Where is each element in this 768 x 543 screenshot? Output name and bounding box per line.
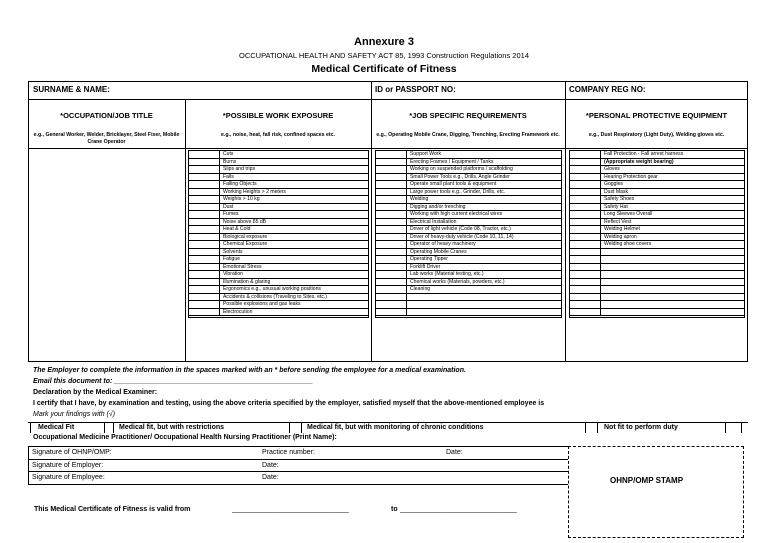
list-item[interactable]: Cuts [189, 151, 368, 159]
list-item[interactable]: Heat & Cold [189, 226, 368, 234]
certify-text: I certify that I have, by examination and testing, using the above criteria specified by the employer, satisfied myself that the above-mentioned employee is [33, 400, 545, 407]
list-item[interactable]: Falling Objects [189, 181, 368, 189]
list-item[interactable]: Driver of heavy-duty vehicle (Code 10, 11, 14) [376, 234, 561, 242]
findings-top-line [28, 422, 748, 423]
checkbox-cell[interactable] [406, 219, 407, 226]
annexure-title: Annexure 3 [354, 36, 414, 48]
list-item[interactable]: Fumes [189, 211, 368, 219]
list-item[interactable]: Weights > 10 kg [189, 196, 368, 204]
checkbox-cell[interactable] [219, 204, 220, 211]
list-item[interactable]: Welding Helmet [570, 226, 744, 234]
sig-top-line [28, 446, 568, 447]
declaration-title: Declaration by the Medical Examiner: [33, 389, 158, 396]
list-item[interactable] [570, 294, 744, 302]
list-item[interactable]: Slips and trips [189, 166, 368, 174]
list-item[interactable]: Reflect Vest [570, 219, 744, 227]
checkbox-cell[interactable] [406, 166, 407, 173]
finding-monitoring-checkbox[interactable] [585, 422, 586, 433]
list-item[interactable]: Electrocution [189, 309, 368, 317]
ppe-example: e.g., Dust Respiratory (Light Duty), Welding gloves etc. [588, 132, 725, 138]
date-label-3[interactable]: Date: [262, 474, 279, 481]
list-item[interactable]: Chemical Exposure [189, 241, 368, 249]
list-item[interactable]: Erecting Frames / Equipment / Tanks [376, 159, 561, 167]
list-item[interactable]: Goggles [570, 181, 744, 189]
checkbox-cell[interactable] [600, 166, 601, 173]
list-item[interactable]: Operator of heavy machinery [376, 241, 561, 249]
list-item[interactable]: (Appropriate weight bearing) [570, 159, 744, 167]
checkbox-cell[interactable] [219, 151, 220, 158]
list-item[interactable] [570, 301, 744, 309]
checkbox-cell[interactable] [219, 309, 220, 316]
checkbox-cell[interactable] [219, 159, 220, 166]
checkbox-cell[interactable] [406, 181, 407, 188]
checkbox-cell[interactable] [406, 174, 407, 181]
checkbox-cell[interactable] [406, 211, 407, 218]
sig-line-2 [28, 459, 568, 460]
checkbox-cell[interactable] [219, 256, 220, 263]
checkbox-cell[interactable] [406, 301, 407, 308]
checkbox-cell[interactable] [600, 301, 601, 308]
checkbox-cell[interactable] [219, 219, 220, 226]
findings-right [741, 422, 742, 433]
list-item[interactable]: Vibration [189, 271, 368, 279]
checkbox-cell[interactable] [219, 189, 220, 196]
list-item[interactable]: Large power tools e.g., Grinder, Drills, etc. [376, 189, 561, 197]
valid-from-field[interactable]: ______________________________ [232, 506, 349, 513]
list-item[interactable]: Fall Protection - Fall arrest harness [570, 151, 744, 159]
checkbox-cell[interactable] [600, 241, 601, 248]
list-item[interactable]: Working on suspended platforms / scaffolding [376, 166, 561, 174]
checkbox-cell[interactable] [600, 271, 601, 278]
list-item[interactable] [376, 309, 561, 317]
checkbox-cell[interactable] [406, 256, 407, 263]
list-item[interactable] [570, 286, 744, 294]
list-item[interactable]: Falls [189, 174, 368, 182]
list-item[interactable]: Fatigue [189, 256, 368, 264]
list-item[interactable]: Cleaning [376, 286, 561, 294]
checkbox-cell[interactable] [600, 174, 601, 181]
checkbox-cell[interactable] [219, 264, 220, 271]
checkbox-cell[interactable] [219, 181, 220, 188]
checkbox-cell[interactable] [600, 204, 601, 211]
list-item[interactable] [570, 271, 744, 279]
list-item[interactable]: Dust Mask [570, 189, 744, 197]
stamp-label: OHNP/OMP STAMP [610, 476, 684, 485]
checkbox-cell[interactable] [600, 211, 601, 218]
list-item[interactable]: Working Heights > 2 meters [189, 189, 368, 197]
list-item[interactable]: Safety Hat [570, 204, 744, 212]
checkbox-cell[interactable] [406, 234, 407, 241]
valid-to-field[interactable]: ______________________________ [400, 506, 517, 513]
list-item[interactable]: Electrical Installation [376, 219, 561, 227]
checkbox-cell[interactable] [406, 264, 407, 271]
list-item[interactable]: Solvents [189, 249, 368, 257]
checkbox-cell[interactable] [219, 271, 220, 278]
checkbox-cell[interactable] [406, 271, 407, 278]
checkbox-cell[interactable] [406, 294, 407, 301]
validity-to: to [391, 506, 398, 513]
list-item[interactable]: Illumination & glaring [189, 279, 368, 287]
checkbox-cell[interactable] [600, 226, 601, 233]
checkbox-cell[interactable] [406, 279, 407, 286]
list-item[interactable]: Forklift Driver [376, 264, 561, 272]
checkbox-cell[interactable] [406, 226, 407, 233]
sig-line-4 [28, 484, 568, 485]
checkbox-cell[interactable] [600, 294, 601, 301]
finding-medical-fit: Medical Fit [38, 424, 75, 431]
checkbox-cell[interactable] [600, 256, 601, 263]
checkbox-cell[interactable] [219, 249, 220, 256]
list-item[interactable] [376, 301, 561, 309]
checkbox-cell[interactable] [406, 159, 407, 166]
list-item[interactable]: Operating Tipper [376, 256, 561, 264]
exposure-list [188, 150, 369, 318]
list-item[interactable]: Possible explosions and gas leaks [189, 301, 368, 309]
list-item[interactable]: Working with high current electrical wires [376, 211, 561, 219]
checkbox-cell[interactable] [219, 279, 220, 286]
checkbox-cell[interactable] [219, 241, 220, 248]
list-item[interactable]: Operating Mobile Cranes [376, 249, 561, 257]
checkbox-cell[interactable] [600, 219, 601, 226]
list-item[interactable]: Small Power Tools e.g., Drills, Angle Grinder [376, 174, 561, 182]
list-item[interactable] [570, 264, 744, 272]
finding-restrictions-checkbox[interactable] [289, 422, 290, 433]
checkbox-cell[interactable] [219, 166, 220, 173]
job-requirements-list [375, 150, 562, 318]
list-item[interactable]: Lab works (Material testing, etc.) [376, 271, 561, 279]
id-passport-label: ID or PASSPORT NO: [375, 85, 456, 94]
checkbox-cell[interactable] [219, 196, 220, 203]
checkbox-cell[interactable] [600, 151, 601, 158]
occupation-example: e.g., General Worker, Welder, Bricklayer, Steel Fixer, Mobile Crane Operator [33, 132, 180, 146]
checkbox-cell[interactable] [600, 264, 601, 271]
surname-label: SURNAME & NAME: [33, 85, 110, 94]
checkbox-cell[interactable] [219, 226, 220, 233]
checkbox-cell[interactable] [219, 301, 220, 308]
list-item[interactable]: Hearing Protection gear [570, 174, 744, 182]
list-item[interactable]: Noise above 85 dB [189, 219, 368, 227]
list-item[interactable]: Support Work [376, 151, 561, 159]
checkbox-cell[interactable] [219, 286, 220, 293]
checkbox-cell[interactable] [600, 196, 601, 203]
list-item[interactable] [376, 294, 561, 302]
stamp-box [568, 446, 744, 538]
exposure-example: e.g., noise, heat, fall risk, confined spaces etc. [221, 132, 335, 138]
list-item[interactable] [570, 249, 744, 257]
list-item[interactable]: Accidents & collisions (Traveling to Sites, etc.) [189, 294, 368, 302]
list-item[interactable]: Gloves [570, 166, 744, 174]
mark-findings-note: Mark your findings with (√) [33, 411, 116, 418]
finding-sep-3 [597, 422, 598, 433]
finding-sep-2 [301, 422, 302, 433]
list-item[interactable]: Long Sleeves Overall [570, 211, 744, 219]
list-item[interactable] [570, 279, 744, 287]
list-item[interactable]: Ergonomics e.g., unusual working positions [189, 286, 368, 294]
company-reg-label: COMPANY REG NO: [569, 85, 646, 94]
checkbox-cell[interactable] [219, 294, 220, 301]
checkbox-cell[interactable] [600, 189, 601, 196]
id-divider-1 [371, 81, 372, 362]
job-req-example: e.g., Operating Mobile Crane, Digging, Trenching, Erecting Framework etc. [376, 132, 560, 138]
list-item[interactable]: Welding apron [570, 234, 744, 242]
ppe-heading: *PERSONAL PROTECTIVE EQUIPMENT [585, 111, 728, 120]
date-label-1[interactable]: Date: [446, 449, 463, 456]
finding-fit-restrictions: Medical fit, but with restrictions [119, 424, 225, 431]
checkbox-cell[interactable] [219, 174, 220, 181]
list-item[interactable]: Emotional Stress [189, 264, 368, 272]
checkbox-cell[interactable] [600, 249, 601, 256]
list-item[interactable]: Digging and/or trenching [376, 204, 561, 212]
checkbox-cell[interactable] [219, 234, 220, 241]
finding-notfit-checkbox[interactable] [725, 422, 726, 433]
checkbox-cell[interactable] [406, 151, 407, 158]
certificate-title: Medical Certificate of Fitness [311, 63, 457, 75]
employer-note: The Employer to complete the information in the spaces marked with an * before sending the employee for a medical examination. [33, 367, 466, 374]
finding-fit-monitoring: Medical fit, but with monitoring of chronic conditions [307, 424, 484, 431]
list-item[interactable] [570, 309, 744, 317]
list-item[interactable]: Welding [376, 196, 561, 204]
list-item[interactable]: Safety Shoes [570, 196, 744, 204]
list-item[interactable]: Burns [189, 159, 368, 167]
date-label-2[interactable]: Date: [262, 462, 279, 469]
list-item[interactable]: Biological exposure [189, 234, 368, 242]
checkbox-cell[interactable] [406, 196, 407, 203]
id-row-bottom-line [28, 99, 748, 100]
checkbox-cell[interactable] [600, 286, 601, 293]
job-req-heading: *JOB SPECIFIC REQUIREMENTS [409, 111, 527, 120]
finding-not-fit: Not fit to perform duty [604, 424, 678, 431]
sig-employee-label[interactable]: Signature of Employee: [32, 474, 105, 481]
checkbox-cell[interactable] [406, 309, 407, 316]
list-item[interactable]: Welding shoe covers [570, 241, 744, 249]
act-reference: OCCUPATIONAL HEALTH AND SAFETY ACT 85, 1993 Construction Regulations 2014 [239, 51, 529, 60]
checkbox-cell[interactable] [600, 279, 601, 286]
checkbox-cell[interactable] [406, 286, 407, 293]
checkbox-cell[interactable] [406, 241, 407, 248]
list-item[interactable]: Chemical works (Materials, powders, etc.) [376, 279, 561, 287]
checkbox-cell[interactable] [406, 204, 407, 211]
list-item[interactable] [570, 256, 744, 264]
practice-number-label[interactable]: Practice number: [262, 449, 315, 456]
id-divider-2 [565, 81, 566, 362]
occupation-heading: *OCCUPATION/JOB TITLE [60, 111, 153, 120]
sig-left-border [28, 446, 29, 484]
checkbox-cell[interactable] [600, 181, 601, 188]
ppe-list [569, 150, 745, 318]
exposure-heading: *POSSIBLE WORK EXPOSURE [222, 111, 334, 120]
sig-employer-label[interactable]: Signature of Employer: [32, 462, 104, 469]
practitioner-line[interactable]: Occupational Medicine Practitioner/ Occupational Health Nursing Practitioner (Print Name): [33, 434, 337, 441]
list-item[interactable]: Driver of light vehicle (Code 08, Tractor, etc.) [376, 226, 561, 234]
email-line[interactable]: Email this document to: ___________________________________________________ [33, 378, 313, 385]
sig-line-3 [28, 471, 568, 472]
col-divider-occ [185, 99, 186, 362]
findings-left [30, 422, 31, 433]
checkbox-cell[interactable] [406, 249, 407, 256]
column-header-bottom-line [28, 148, 748, 149]
checkbox-cell[interactable] [219, 211, 220, 218]
validity-label: This Medical Certificate of Fitness is valid from [34, 506, 191, 513]
checkbox-cell[interactable] [406, 189, 407, 196]
finding-fit-checkbox[interactable] [104, 422, 105, 433]
list-item[interactable]: Dust [189, 204, 368, 212]
checkbox-cell[interactable] [600, 309, 601, 316]
sig-ohnp-label[interactable]: Signature of OHNP/OMP: [32, 449, 112, 456]
checkbox-cell[interactable] [600, 159, 601, 166]
checkbox-cell[interactable] [600, 234, 601, 241]
finding-sep-1 [113, 422, 114, 433]
list-item[interactable]: Operate small plant tools & equipment [376, 181, 561, 189]
